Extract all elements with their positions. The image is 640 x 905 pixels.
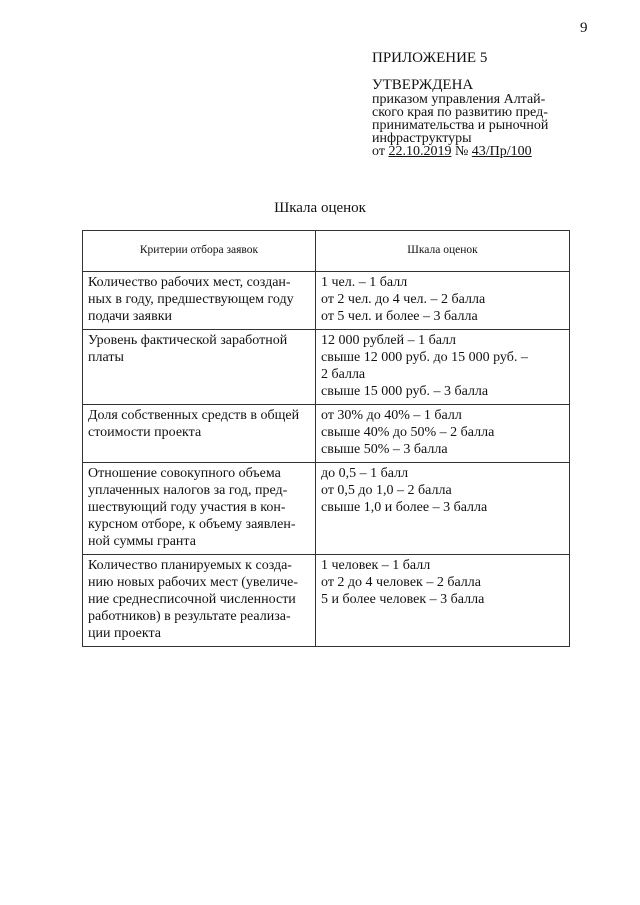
criterion-line: работников) в результате реализа-	[88, 609, 291, 624]
criterion-line: Количество рабочих мест, создан-	[88, 275, 291, 290]
annex-label: ПРИЛОЖЕНИЕ 5	[372, 50, 488, 66]
scale-cell	[316, 330, 570, 405]
scale-line: 2 балла	[321, 367, 366, 382]
criterion-line: ние среднесписочной численности	[88, 592, 296, 607]
table-row	[83, 272, 570, 330]
approved-label: УТВЕРЖДЕНА	[372, 77, 474, 93]
date-prefix: от	[372, 144, 389, 159]
page-number: 9	[580, 20, 588, 36]
criterion-line: подачи заявки	[88, 309, 172, 324]
criterion-line: стоимости проекта	[88, 425, 202, 440]
scale-cell	[316, 555, 570, 647]
criterion-line: Уровень фактической заработной	[88, 333, 288, 348]
approval-header	[372, 50, 622, 158]
table-row	[83, 555, 570, 647]
criterion-cell	[83, 555, 316, 647]
criterion-cell	[83, 463, 316, 555]
scale-cell	[316, 272, 570, 330]
criterion-line: Количество планируемых к созда-	[88, 558, 292, 573]
order-line: инфраструктуры	[372, 131, 472, 146]
order-date-line	[372, 145, 622, 158]
column-header-scale: Шкала оценок	[316, 231, 570, 272]
criterion-cell	[83, 405, 316, 463]
criterion-line: Доля собственных средств в общей	[88, 408, 300, 423]
criterion-line: ных в году, предшествующем году	[88, 292, 294, 307]
scale-line: от 2 чел. до 4 чел. – 2 балла	[321, 292, 486, 307]
criterion-line: платы	[88, 350, 124, 365]
table-row	[83, 405, 570, 463]
scale-line: свыше 40% до 50% – 2 балла	[321, 425, 495, 440]
table-row	[83, 330, 570, 405]
scale-line: от 30% до 40% – 1 балл	[321, 408, 462, 423]
order-line: ского края по развитию пред-	[372, 105, 548, 120]
criterion-line: уплаченных налогов за год, пред-	[88, 483, 288, 498]
scale-cell	[316, 405, 570, 463]
scale-line: до 0,5 – 1 балл	[321, 466, 409, 481]
order-text	[372, 93, 622, 158]
criterion-cell	[83, 272, 316, 330]
scale-line: свыше 15 000 руб. – 3 балла	[321, 384, 489, 399]
criterion-line: Отношение совокупного объема	[88, 466, 281, 481]
scale-line: 1 чел. – 1 балл	[321, 275, 408, 290]
document-title: Шкала оценок	[274, 200, 366, 216]
scale-line: 12 000 рублей – 1 балл	[321, 333, 457, 348]
scale-line: свыше 50% – 3 балла	[321, 442, 448, 457]
order-line: принимательства и рыночной	[372, 118, 549, 133]
criterion-cell	[83, 330, 316, 405]
criterion-line: курсном отборе, к объему заявлен-	[88, 517, 296, 532]
order-date: 22.10.2019	[388, 144, 452, 159]
criterion-line: нию новых рабочих мест (увеличе-	[88, 575, 299, 590]
scale-line: 5 и более человек – 3 балла	[321, 592, 485, 607]
scale-line: от 5 чел. и более – 3 балла	[321, 309, 478, 324]
table-row	[83, 463, 570, 555]
order-line: приказом управления Алтай-	[372, 92, 546, 107]
scale-cell	[316, 463, 570, 555]
scale-line: 1 человек – 1 балл	[321, 558, 431, 573]
scale-line: свыше 1,0 и более – 3 балла	[321, 500, 488, 515]
criterion-line: ной суммы гранта	[88, 534, 196, 549]
criterion-line: шествующий году участия в кон-	[88, 500, 286, 515]
scale-line: от 2 до 4 человек – 2 балла	[321, 575, 481, 590]
table-header-row	[83, 231, 570, 272]
number-prefix: №	[451, 144, 472, 159]
scale-line: свыше 12 000 руб. до 15 000 руб. –	[321, 350, 528, 365]
order-number: 43/Пр/100	[471, 144, 532, 159]
scale-line: от 0,5 до 1,0 – 2 балла	[321, 483, 452, 498]
column-header-criteria: Критерии отбора заявок	[83, 231, 316, 272]
scoring-table	[82, 230, 570, 647]
criterion-line: ции проекта	[88, 626, 161, 641]
